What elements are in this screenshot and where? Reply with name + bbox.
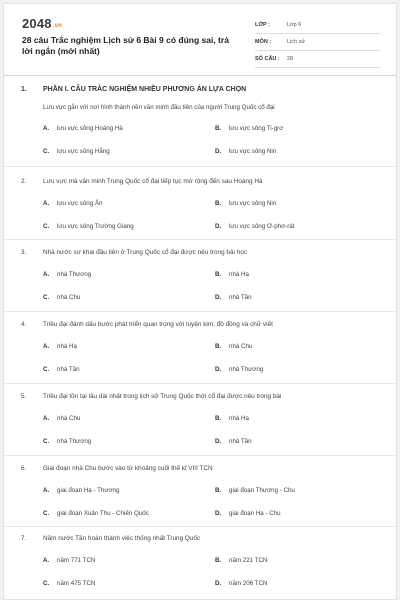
option-text: năm 221 TCN xyxy=(229,557,268,564)
option-text: giai đoạn Thương - Chu xyxy=(229,487,295,494)
question-text: Triều đại đánh dấu bước phát triển quan trọng với luyện kim, đồ đồng và chữ viết xyxy=(43,321,273,328)
question-7 xyxy=(21,534,386,588)
option-text: nhà Hạ xyxy=(229,271,249,278)
option-letter: A. xyxy=(43,415,50,422)
question-text: Năm nước Tần hoàn thành việc thống nhất Trung Quốc xyxy=(43,535,201,542)
answer-options xyxy=(43,271,386,302)
option-text: nhà Thương xyxy=(57,271,92,278)
meta-value: 28 xyxy=(287,56,294,62)
answer-option[interactable] xyxy=(43,271,215,279)
answer-option[interactable] xyxy=(43,200,215,208)
option-letter: A. xyxy=(43,125,50,132)
option-text: nhà Thương xyxy=(229,366,264,373)
option-letter: B. xyxy=(215,125,222,132)
question-1 xyxy=(21,83,386,156)
section-title: PHẦN I. CÂU TRẮC NGHIỆM NHIỀU PHƯƠNG ÁN LỰA CHỌN xyxy=(43,86,247,93)
question-text: Lưu vực gắn với nơi hình thành nền văn minh đầu tiên của người Trung Quốc cổ đại xyxy=(43,104,275,111)
option-letter: C. xyxy=(43,148,50,155)
option-text: lưu vực sông Ấn xyxy=(57,200,103,207)
answer-option[interactable] xyxy=(43,487,215,495)
option-letter: A. xyxy=(43,343,50,350)
question-text: Nhà nước sơ khai đầu tiên ở Trung Quốc cổ đại được nêu trong bài học xyxy=(43,249,248,256)
meta-row-grade xyxy=(255,17,380,34)
option-letter: C. xyxy=(43,438,50,445)
option-text: nhà Chu xyxy=(57,294,81,301)
document-title: 28 câu Trắc nghiệm Lịch sử 6 Bài 9 có đúng sai, trả lời ngắn (mới nhất) xyxy=(22,35,229,56)
question-3 xyxy=(21,248,386,302)
divider xyxy=(4,311,396,312)
question-text: Triều đại tồn tại lâu dài nhất trong lịch sử Trung Quốc thời cổ đại được nêu trong bài xyxy=(43,393,282,400)
answer-option[interactable] xyxy=(215,148,375,156)
question-heading xyxy=(21,534,386,543)
answer-option[interactable] xyxy=(43,438,215,446)
option-text: nhà Hạ xyxy=(229,415,249,422)
option-letter: C. xyxy=(43,510,50,517)
meta-value: Lịch sử xyxy=(287,39,306,45)
answer-option[interactable] xyxy=(43,343,215,351)
option-letter: D. xyxy=(215,580,222,587)
question-number: 5. xyxy=(21,393,27,400)
question-heading xyxy=(21,464,386,473)
meta-row-count xyxy=(255,51,380,68)
answer-option[interactable] xyxy=(215,366,375,374)
option-text: nhà Tần xyxy=(229,294,252,301)
option-letter: D. xyxy=(215,294,222,301)
option-letter: B. xyxy=(215,200,222,207)
option-text: nhà Tần xyxy=(57,366,80,373)
answer-options xyxy=(43,125,386,156)
option-letter: B. xyxy=(215,415,222,422)
divider xyxy=(4,455,396,456)
question-2 xyxy=(21,177,386,231)
answer-option[interactable] xyxy=(43,580,215,588)
meta-key: MÔN : xyxy=(255,39,272,45)
option-text: nhà Tần xyxy=(229,438,252,445)
meta-value: Lớp 6 xyxy=(287,22,302,28)
option-text: lưu vực sông Nin xyxy=(229,148,277,155)
divider xyxy=(4,383,396,384)
answer-option[interactable] xyxy=(43,415,215,423)
answer-option[interactable] xyxy=(215,510,375,518)
question-heading xyxy=(21,248,386,257)
option-letter: C. xyxy=(43,366,50,373)
option-text: năm 475 TCN xyxy=(57,580,96,587)
answer-option[interactable] xyxy=(215,557,375,565)
logo-tld: .vn xyxy=(52,23,63,29)
question-text: Lưu vực mà văn minh Trung Quốc cổ đại tiếp tục mở rộng đến sau Hoàng Hà xyxy=(43,178,263,185)
option-text: năm 206 TCN xyxy=(229,580,268,587)
answer-option[interactable] xyxy=(215,438,375,446)
option-letter: B. xyxy=(215,271,222,278)
option-letter: A. xyxy=(43,200,50,207)
option-text: nhà Chu xyxy=(57,415,81,422)
question-heading xyxy=(21,177,386,186)
document-meta xyxy=(255,17,380,68)
answer-options xyxy=(43,557,386,588)
answer-options xyxy=(43,343,386,374)
option-text: lưu vực sông Nin xyxy=(229,200,277,207)
option-text: lưu vực sông Ti-grơ xyxy=(229,125,284,132)
question-heading xyxy=(21,320,386,329)
answer-option[interactable] xyxy=(43,366,215,374)
answer-options xyxy=(43,200,386,231)
divider xyxy=(4,166,396,167)
option-letter: D. xyxy=(215,148,222,155)
option-text: lưu vực sông Trường Giang xyxy=(57,223,134,230)
answer-option[interactable] xyxy=(43,510,215,518)
question-number: 2. xyxy=(21,178,27,185)
answer-option[interactable] xyxy=(43,125,215,133)
answer-option[interactable] xyxy=(43,223,215,231)
question-number: 1. xyxy=(21,86,27,93)
question-5 xyxy=(21,392,386,446)
option-letter: A. xyxy=(43,271,50,278)
option-letter: D. xyxy=(215,438,222,445)
logo-text: 2048 xyxy=(22,16,52,31)
divider xyxy=(4,526,396,527)
option-letter: D. xyxy=(215,223,222,230)
option-text: năm 771 TCN xyxy=(57,557,96,564)
option-letter: D. xyxy=(215,366,222,373)
meta-key: SỐ CÂU : xyxy=(255,56,280,62)
option-text: giai đoạn Hạ - Chu xyxy=(229,510,281,517)
answer-option[interactable] xyxy=(215,343,375,351)
document-page xyxy=(3,3,397,600)
section-heading xyxy=(21,83,386,96)
option-letter: C. xyxy=(43,223,50,230)
option-text: nhà Hạ xyxy=(57,343,77,350)
option-letter: C. xyxy=(43,580,50,587)
answer-options xyxy=(43,487,386,518)
option-text: lưu vực sông Ơ-phơ-rát xyxy=(229,223,295,230)
answer-option[interactable] xyxy=(215,200,375,208)
answer-option[interactable] xyxy=(215,580,375,588)
divider xyxy=(4,239,396,240)
option-letter: B. xyxy=(215,487,222,494)
question-text: Giai đoạn nhà Chu bước vào từ khoảng cuối thế kỉ VIII TCN xyxy=(43,465,213,472)
option-text: nhà Thương xyxy=(57,438,92,445)
question-number: 7. xyxy=(21,535,27,542)
option-letter: A. xyxy=(43,557,50,564)
answer-option[interactable] xyxy=(215,294,375,302)
meta-key: LỚP : xyxy=(255,22,270,28)
question-number: 4. xyxy=(21,321,27,328)
meta-row-subject xyxy=(255,34,380,51)
question-number: 6. xyxy=(21,465,27,472)
question-heading xyxy=(21,392,386,401)
option-text: giai đoạn Xuân Thu - Chiến Quốc xyxy=(57,510,149,517)
answer-option[interactable] xyxy=(215,487,375,495)
answer-option[interactable] xyxy=(215,223,375,231)
option-text: nhà Chu xyxy=(229,343,253,350)
option-text: giai đoạn Hạ - Thương xyxy=(57,487,120,494)
answer-option[interactable] xyxy=(43,148,215,156)
answer-option[interactable] xyxy=(43,557,215,565)
option-letter: C. xyxy=(43,294,50,301)
answer-option[interactable] xyxy=(43,294,215,302)
option-letter: B. xyxy=(215,343,222,350)
question-number: 3. xyxy=(21,249,27,256)
option-letter: D. xyxy=(215,510,222,517)
answer-option[interactable] xyxy=(215,125,375,133)
answer-option[interactable] xyxy=(215,271,375,279)
answer-options xyxy=(43,415,386,446)
site-logo[interactable] xyxy=(22,16,62,31)
option-letter: A. xyxy=(43,487,50,494)
option-letter: B. xyxy=(215,557,222,564)
document-header xyxy=(4,4,396,76)
question-4 xyxy=(21,320,386,374)
option-text: lưu vực sông Hoàng Hà xyxy=(57,125,123,132)
question-6 xyxy=(21,464,386,518)
answer-option[interactable] xyxy=(215,415,375,423)
option-text: lưu vực sông Hằng xyxy=(57,148,110,155)
